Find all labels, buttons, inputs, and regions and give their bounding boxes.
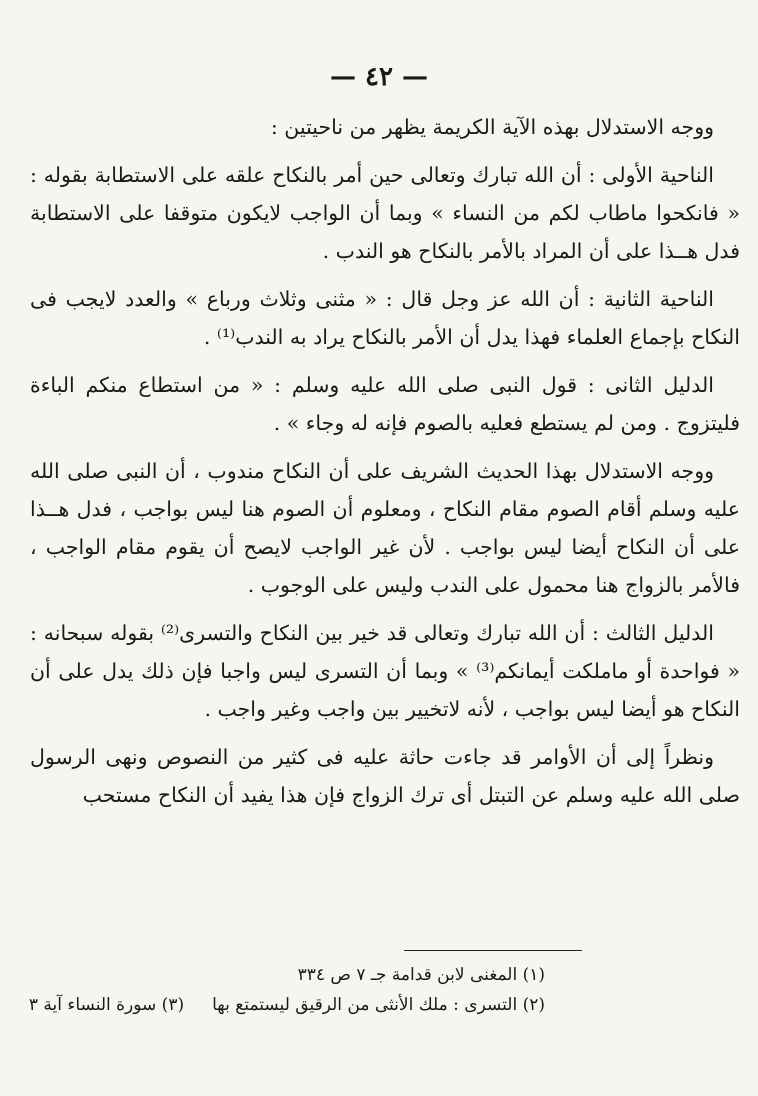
footnotes <box>30 960 545 1020</box>
page-number: — ٤٢ — <box>329 62 429 92</box>
paragraph-third-evidence: الدليل الثالث : أن الله تبارك وتعالى قد خير بين النكاح والتسرى⁽²⁾ بقوله سبحانه : « فواحدة أو ماملكت أيمانكم⁽³⁾ » وبما أن التسرى ليس واجبا فإن ذلك يدل على أن النكاح هو أيضا ليس بواجب ، لأنه لاتخيير بين واجب وغير واجب . <box>30 621 740 721</box>
paragraph-first-aspect: الناحية الأولى : أن الله تبارك وتعالى حين أمر بالنكاح علقه على الاستطابة بقوله : « فانكحوا ماطاب لكم من النساء » وبما أن الواجب لايكون متوقفا على الاستطابة فدل هــذا على أن المراد بالأمر بالنكاح هو الندب . <box>30 163 740 263</box>
footnote-2: (٢) التسرى : ملك الأنثى من الرقيق ليستمتع بها <box>212 995 545 1015</box>
footnote-line-2 <box>30 990 545 1020</box>
paragraph-conclusion: ونظراً إلى أن الأوامر قد جاءت حاثة عليه فى كثير من النصوص ونهى الرسول صلى الله عليه وسلم عن التبتل أى ترك الزواج فإن هذا يفيد أن النكاح مستحب <box>30 745 740 807</box>
footnote-1: (١) المغنى لابن قدامة جـ ٧ ص ٣٣٤ <box>297 965 545 985</box>
paragraph-second-evidence: الدليل الثانى : قول النبى صلى الله عليه وسلم : « من استطاع منكم الباءة فليتزوج . ومن لم يستطع فعليه بالصوم فإنه له وجاء » . <box>30 373 740 435</box>
main-text <box>30 108 740 824</box>
paragraph-second-aspect: الناحية الثانية : أن الله عز وجل قال : « مثنى وثلاث ورباع » والعدد لايجب فى النكاح بإجماع العلماء فهذا يدل أن الأمر بالنكاح يراد به الندب⁽¹⁾ . <box>30 287 740 349</box>
paragraph-intro: ووجه الاستدلال بهذه الآية الكريمة يظهر من ناحيتين : <box>270 115 714 139</box>
footnote-divider <box>404 950 582 951</box>
paragraph-hadith-inference: ووجه الاستدلال بهذا الحديث الشريف على أن النكاح مندوب ، أن النبى صلى الله عليه وسلم أقام الصوم مقام النكاح ، ومعلوم أن الصوم هنا ليس بواجب ، فدل هــذا على أن النكاح أيضا ليس بواجب . لأن غير الواجب لايصح أن يقوم مقام الواجب ، فالأمر بالزواج هنا محمول على الندب وليس على الوجوب . <box>30 459 740 597</box>
footnote-3: (٣) سورة النساء آية ٣ <box>28 995 185 1015</box>
